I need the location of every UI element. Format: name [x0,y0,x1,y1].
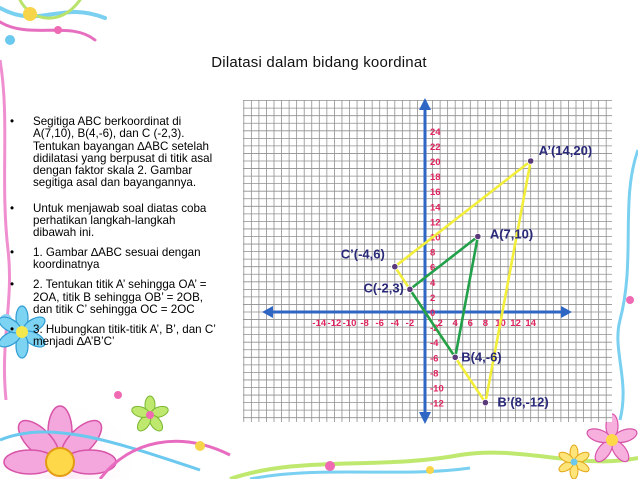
bullet-text: 3. Hubungkan titik-titik A’, B’, dan C’ menjadi ∆A’B’C’ [33,323,216,349]
y-tick-label: -8 [430,368,439,380]
y-tick-label: -2 [430,323,439,335]
bullet-marker: • [10,245,15,259]
y-tick-label: 12 [430,217,441,229]
y-tick-label: 2 [430,292,436,304]
x-tick-label: 10 [495,318,506,329]
original-point-label: B(4,-6) [461,349,502,365]
image-point-label: A’(14,20) [538,143,593,158]
y-tick-label: 6 [430,262,436,274]
x-tick-label: 6 [467,318,473,329]
original-point-label: C(-2,3) [363,280,404,296]
y-tick-label: -4 [430,338,439,350]
x-tick-label: -12 [327,318,342,329]
image-point [528,158,534,164]
image-point [482,399,488,405]
y-tick-label: 20 [430,157,441,168]
y-tick-label: -12 [430,398,444,410]
y-tick-label: 14 [430,202,441,214]
bullet-marker: • [10,115,15,128]
original-point [475,233,481,239]
image-point [392,264,398,270]
x-tick-label: -6 [375,318,384,329]
x-tick-label: -10 [342,318,357,329]
y-tick-label: 24 [430,126,441,138]
bullet-text: Segitiga ABC berkoordinat di A(7,10), B(4,-6), dan C (-2,3). Tentukan bayangan ∆ABC setelah didilatasi yang berpusat di titik asal dengan faktor skala 2. Gambar segitiga asal dan bayangannya. [33,115,213,190]
y-tick-label: 18 [430,172,441,184]
bullet-marker: • [10,278,15,292]
bullet-marker: • [10,201,15,215]
y-tick-label: 8 [430,247,436,259]
y-tick-label: 4 [430,277,436,289]
y-tick-label: 16 [430,187,441,199]
x-tick-label: 2 [437,318,443,329]
original-point [407,286,413,292]
y-tick-label: 10 [430,232,441,244]
x-tick-label: 14 [525,318,536,329]
x-tick-label: 12 [510,318,521,329]
x-tick-label: 8 [482,318,489,329]
original-point-label: A(7,10) [489,226,534,242]
y-tick-label: -10 [430,383,444,395]
x-tick-label: 4 [452,318,458,329]
slide-title: Dilatasi dalam bidang koordinat [211,54,427,71]
y-tick-label: 22 [430,141,441,153]
bullet-text: Untuk menjawab soal diatas coba perhatikan langkah-langkah dibawah ini. [33,201,207,240]
x-tick-label: -8 [360,318,369,329]
image-point-label: B’(8,-12) [497,394,549,410]
bullet-text: 2. Tentukan titik A’ sehingga OA’ = 2OA, titik B sehingga OB’ = 2OB, dan titik C’ sehingga OC = 2OC [33,278,207,316]
x-tick-label: -4 [390,318,400,329]
original-point [452,354,458,360]
y-tick-label: 0 [430,308,436,319]
x-tick-label: -2 [405,318,415,329]
bullet-text: 1. Gambar ∆ABC sesuai dengan koordinatnya [33,245,201,271]
y-tick-label: -6 [430,353,439,365]
x-tick-label: -14 [312,318,327,329]
image-point-label: C’(-4,6) [340,246,385,262]
bullet-marker: • [10,323,15,337]
